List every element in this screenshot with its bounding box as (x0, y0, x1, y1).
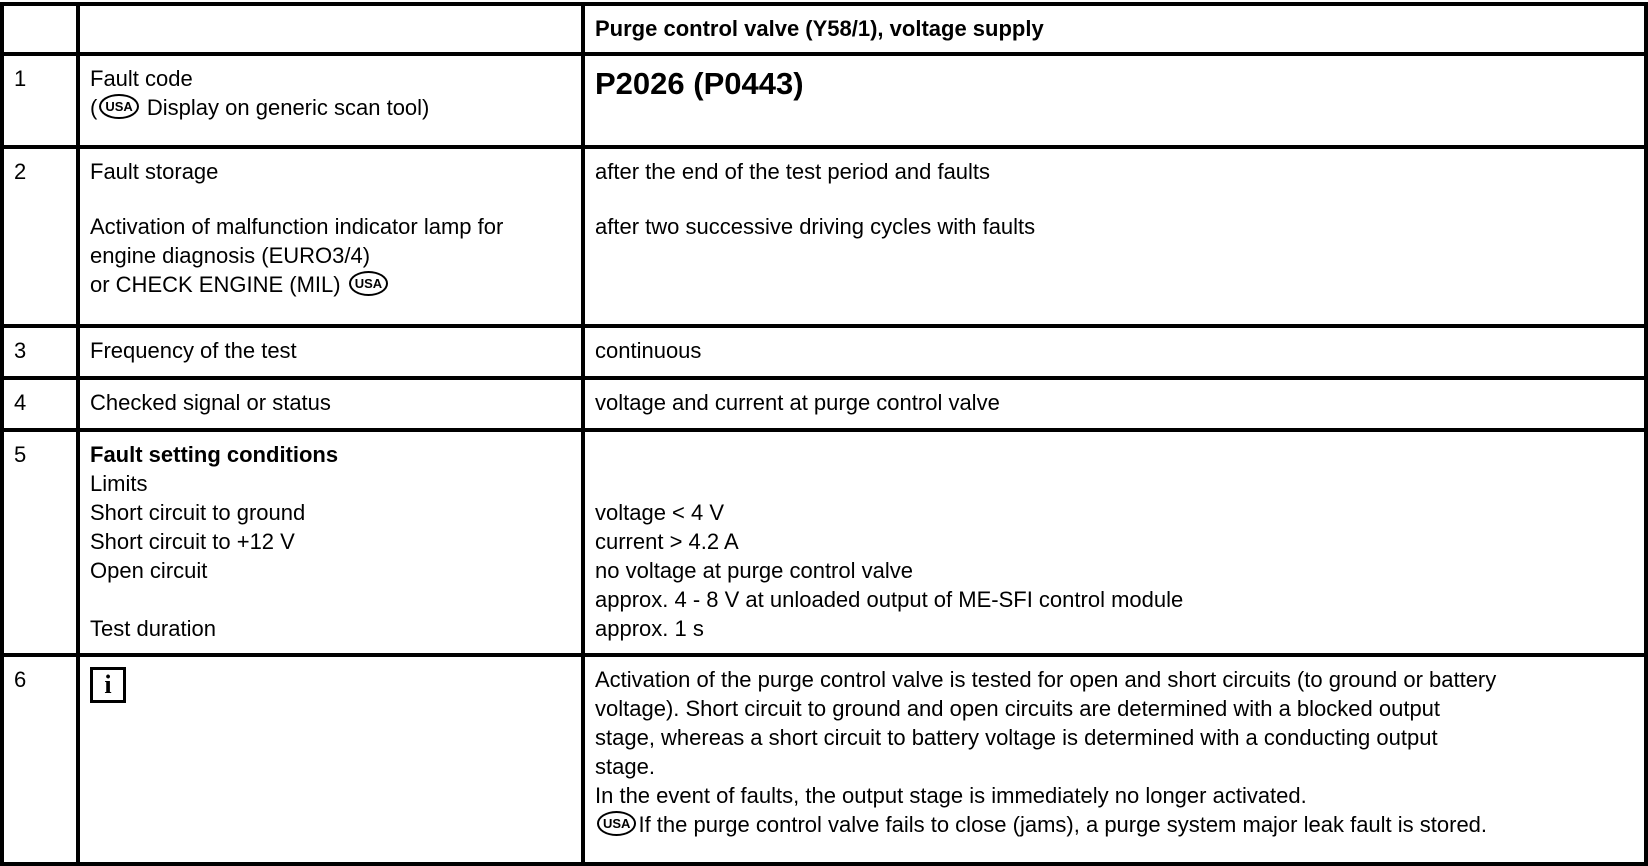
fault-storage-label: Fault storage (90, 159, 219, 184)
fault-storage-value: after the end of the test period and faults (595, 159, 991, 184)
row-number: 1 (2, 54, 78, 147)
row-number: 4 (2, 378, 78, 430)
row-number: 3 (2, 326, 78, 378)
table-row-3 (2, 326, 1646, 378)
mil-label-line1: Activation of malfunction indicator lamp for (90, 214, 504, 239)
table-row-2 (2, 147, 1646, 326)
row-value: voltage and current at purge control valve (583, 378, 1646, 430)
usa-badge-icon: USA (597, 811, 636, 836)
row-value (583, 147, 1646, 326)
note-line-4: stage. (595, 754, 655, 779)
short-12v-value: current > 4.2 A (595, 529, 739, 554)
row-value (583, 655, 1646, 864)
row-label: Frequency of the test (78, 326, 583, 378)
mil-label-line3: or CHECK ENGINE (MIL) (90, 272, 341, 297)
row-value (583, 54, 1646, 147)
paren-open: ( (90, 95, 98, 120)
mil-value: after two successive driving cycles with faults (595, 214, 1036, 239)
note-line-6: If the purge control valve fails to close (jams), a purge system major leak fault is stored. (638, 812, 1488, 837)
header-num-cell (2, 4, 78, 54)
table-row-1 (2, 54, 1646, 147)
limits-label: Limits (90, 471, 148, 496)
row-label (78, 54, 583, 147)
table-header-row (2, 4, 1646, 54)
row-label: Checked signal or status (78, 378, 583, 430)
row-number: 5 (2, 430, 78, 655)
row-label (78, 655, 583, 864)
fault-setting-heading: Fault setting conditions (90, 442, 339, 467)
header-title: Purge control valve (Y58/1), voltage supply (583, 4, 1646, 54)
note-line-3: stage, whereas a short circuit to battery voltage is determined with a conducting output (595, 725, 1438, 750)
note-line-2: voltage). Short circuit to ground and open circuits are determined with a blocked output (595, 696, 1441, 721)
diagnosis-table (0, 2, 1648, 866)
table-row-6 (2, 655, 1646, 864)
test-duration-value: approx. 1 s (595, 616, 704, 641)
short-ground-label: Short circuit to ground (90, 500, 306, 525)
usa-badge-icon: USA (349, 271, 388, 296)
info-icon: i (90, 667, 126, 703)
scan-tool-label: Display on generic scan tool) (146, 95, 430, 120)
row-value (583, 430, 1646, 655)
open-circuit-value-extra: approx. 4 - 8 V at unloaded output of ME-SFI control module (595, 587, 1184, 612)
short-12v-label: Short circuit to +12 V (90, 529, 295, 554)
row-label (78, 430, 583, 655)
usa-badge-icon: USA (99, 94, 138, 119)
fault-code-label: Fault code (90, 66, 193, 91)
table-row-5 (2, 430, 1646, 655)
test-duration-label: Test duration (90, 616, 216, 641)
fault-code-value: P2026 (P0443) (595, 66, 804, 101)
note-line-5: In the event of faults, the output stage is immediately no longer activated. (595, 783, 1307, 808)
header-label-cell (78, 4, 583, 54)
short-ground-value: voltage < 4 V (595, 500, 725, 525)
row-label (78, 147, 583, 326)
table-row-4 (2, 378, 1646, 430)
row-value: continuous (583, 326, 1646, 378)
open-circuit-value: no voltage at purge control valve (595, 558, 913, 583)
open-circuit-label: Open circuit (90, 558, 208, 583)
mil-label-line2: engine diagnosis (EURO3/4) (90, 243, 371, 268)
row-number: 6 (2, 655, 78, 864)
note-line-1: Activation of the purge control valve is tested for open and short circuits (to ground or battery (595, 667, 1497, 692)
row-number: 2 (2, 147, 78, 326)
